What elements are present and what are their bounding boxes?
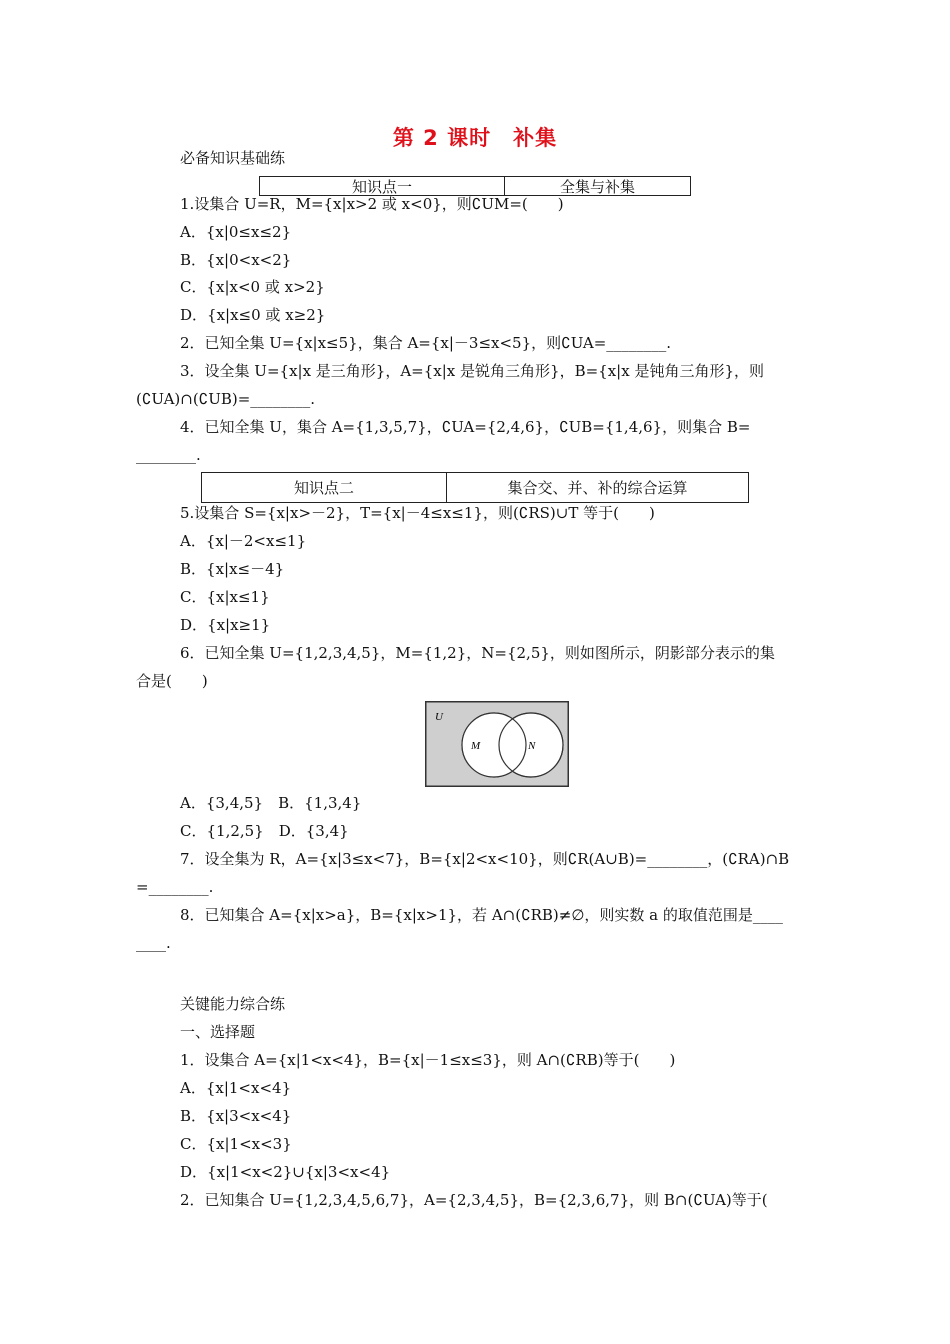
question-5-stem: 5.设集合 S={x|x>－2}，T={x|－4≤x≤1}，则(∁RS)∪T 等于( ) bbox=[180, 504, 655, 522]
question-1-option-b: B．{x|0<x<2} bbox=[180, 251, 292, 269]
practice-1-option-c: C．{x|1<x<3} bbox=[180, 1135, 292, 1153]
practice-1-option-b: B．{x|3<x<4} bbox=[180, 1107, 292, 1125]
venn-diagram bbox=[425, 701, 569, 787]
question-7-line-2: =________. bbox=[136, 878, 214, 896]
question-1-option-a: A．{x|0≤x≤2} bbox=[180, 223, 292, 241]
knowledge-point-label: 知识点一 bbox=[260, 177, 505, 195]
question-1-option-d: D．{x|x≤0 或 x≥2} bbox=[180, 306, 326, 324]
question-6-line-1: 6．已知全集 U={1,2,3,4,5}，M={1,2}，N={2,5}，则如图所示，阴影部分表示的集 bbox=[180, 644, 775, 662]
page-title: 第 2 课时 补集 bbox=[392, 126, 558, 150]
knowledge-point-label: 知识点二 bbox=[202, 473, 447, 502]
practice-1-option-a: A．{x|1<x<4} bbox=[180, 1079, 292, 1097]
practice-2-stem: 2．已知集合 U={1,2,3,4,5,6,7}，A={2,3,4,5}，B={2,3,6,7}，则 B∩(∁UA)等于( bbox=[180, 1191, 768, 1209]
question-5-option-c: C．{x|x≤1} bbox=[180, 588, 270, 606]
section-heading-ability: 关键能力综合练 bbox=[180, 995, 286, 1013]
question-5-option-a: A．{x|－2<x≤1} bbox=[180, 532, 307, 550]
question-5-option-d: D．{x|x≥1} bbox=[180, 616, 271, 634]
question-1-option-c: C．{x|x<0 或 x>2} bbox=[180, 278, 325, 296]
question-5-option-b: B．{x|x≤－4} bbox=[180, 560, 285, 578]
knowledge-point-topic: 全集与补集 bbox=[559, 177, 635, 196]
question-6-options-row-1: A．{3,4,5} B．{1,3,4} bbox=[180, 794, 362, 812]
question-3-line-1: 3．设全集 U={x|x 是三角形}，A={x|x 是锐角三角形}，B={x|x 是钝角三角形}，则 bbox=[180, 362, 764, 380]
practice-1-stem: 1．设集合 A={x|1<x<4}，B={x|－1≤x≤3}，则 A∩(∁RB)等于( ) bbox=[180, 1051, 676, 1069]
knowledge-point-2-box bbox=[201, 472, 749, 503]
section-heading-basic: 必备知识基础练 bbox=[180, 149, 286, 167]
knowledge-point-1-box bbox=[259, 176, 691, 196]
subsection-heading: 一、选择题 bbox=[180, 1023, 256, 1041]
question-1-stem: 1.设集合 U=R，M={x|x>2 或 x<0}，则∁UM=( ) bbox=[180, 195, 564, 213]
practice-1-option-d: D．{x|1<x<2}∪{x|3<x<4} bbox=[180, 1163, 391, 1181]
universe-label: U bbox=[435, 711, 443, 723]
question-8-line-1: 8．已知集合 A={x|x>a}，B={x|x>1}，若 A∩(∁RB)≠∅，则实数 a 的取值范围是____ bbox=[180, 906, 783, 924]
question-6-line-2: 合是( ) bbox=[136, 672, 208, 690]
set-n-label: N bbox=[528, 740, 536, 752]
question-7-line-1: 7．设全集为 R，A={x|3≤x<7}，B={x|2<x<10}，则∁R(A∪B)=________，(∁RA)∩B bbox=[180, 850, 790, 868]
knowledge-point-topic: 集合交、并、补的综合运算 bbox=[507, 479, 688, 497]
question-4-line-1: 4．已知全集 U，集合 A={1,3,5,7}，∁UA={2,4,6}，∁UB={1,4,6}，则集合 B= bbox=[180, 418, 751, 436]
question-2: 2．已知全集 U={x|x≤5}，集合 A={x|－3≤x<5}，则∁UA=________. bbox=[180, 334, 672, 352]
question-6-options-row-2: C．{1,2,5} D．{3,4} bbox=[180, 822, 349, 840]
question-4-line-2: ________. bbox=[136, 446, 201, 464]
question-8-line-2: ____. bbox=[136, 934, 171, 952]
question-3-line-2: (∁UA)∩(∁UB)=________. bbox=[136, 390, 316, 408]
set-m-label: M bbox=[471, 740, 481, 752]
